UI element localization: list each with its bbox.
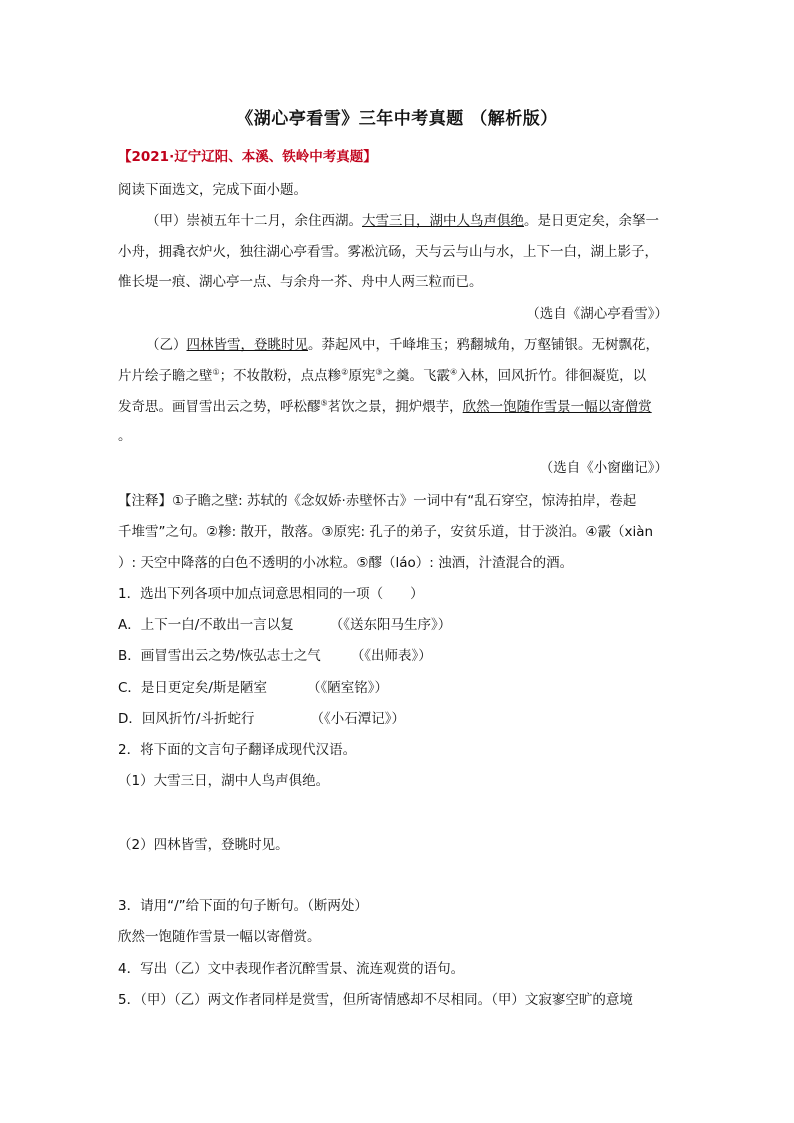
- passage-b-line-2: 片片绘子瞻之壁①；不妆散粉，点点糁②原宪③之羹。飞霰④入林，回风折竹。徘徊凝览，以: [118, 367, 647, 384]
- option-d: D．回风折竹/斗折蛇行 （《小石潭记》）: [118, 711, 405, 727]
- option-b: B．画冒雪出云之势/恢弘志士之气 （《出师表》）: [118, 648, 432, 664]
- passage-b-citation: （选自《小窗幽记》）: [539, 460, 668, 476]
- underlined-sentence-b: 四林皆雪，登眺时见: [186, 337, 308, 353]
- option-a: A．上下一白/不敢出一言以复 （《送东阳马生序》）: [118, 617, 452, 633]
- question-1-stem: 1．选出下列各项中加点词意思相同的一项（ ）: [118, 586, 424, 602]
- notes-line-2: 千堆雪”之句。②糁: 散开，散落。③原宪: 孔子的弟子，安贫乐道，甘于淡泊。④霰（xiàn: [118, 524, 654, 540]
- underlined-sentence-c: 欣然一饱随作雪景一幅以寄僧赏: [462, 399, 652, 415]
- passage-a-line-2: 小舟，拥毳衣炉火，独往湖心亭看雪。雾凇沆砀，天与云与山与水，上下一白，湖上影子，: [118, 244, 658, 260]
- passage-a-line-1: （甲）崇祯五年十二月，余住西湖。大雪三日，湖中人鸟声俱绝。是日更定矣，余拏一: [146, 213, 659, 229]
- page-title: 《湖心亭看雪》三年中考真题 （解析版）: [236, 109, 558, 129]
- question-2-sub-2: （2）四林皆雪，登眺时见。: [118, 837, 289, 853]
- passage-a-citation: （选自《湖心亭看雪》）: [526, 306, 668, 322]
- notes-line-3: ）: 天空中降落的白色不透明的小冰粒。⑤醪（láo）: 浊酒，汁渣混合的酒。: [118, 555, 574, 571]
- notes-line-1: 【注释】①子瞻之壁: 苏轼的《念奴娇·赤壁怀古》一词中有“乱石穿空，惊涛拍岸，卷起: [118, 493, 637, 509]
- passage-b-line-4: 。: [118, 428, 132, 444]
- question-4-stem: 4．写出（乙）文中表现作者沉醉雪景、流连观赏的语句。: [118, 961, 465, 977]
- passage-b-line-1: （乙）四林皆雪，登眺时见。莽起风中，千峰堆玉；鸦翻城角，万壑铺银。无树飘花，: [146, 337, 659, 353]
- question-3-sentence: 欣然一饱随作雪景一幅以寄僧赏。: [118, 929, 321, 945]
- question-5-stem: 5．（甲）（乙）两文作者同样是赏雪，但所寄情感却不尽相同。（甲）文寂寥空旷的意境: [118, 992, 633, 1008]
- exam-source-tag: 【2021·辽宁辽阳、本溪、铁岭中考真题】: [118, 149, 377, 165]
- passage-b-line-3: 发奇思。画冒雪出云之势，呼松醪⑤茗饮之景，拥炉煨芋，欣然一饱随作雪景一幅以寄僧赏: [118, 398, 652, 415]
- question-2-sub-1: （1）大雪三日，湖中人鸟声俱绝。: [118, 773, 330, 789]
- passage-a-line-3: 惟长堤一痕、湖心亭一点、与余舟一芥、舟中人两三粒而已。: [118, 274, 483, 290]
- question-3-stem: 3．请用“/”给下面的句子断句。（断两处）: [118, 898, 368, 914]
- option-c: C．是日更定矣/斯是陋室 （《陋室铭》）: [118, 680, 388, 696]
- question-2-stem: 2．将下面的文言句子翻译成现代汉语。: [118, 742, 357, 758]
- underlined-sentence-a: 大雪三日，湖中人鸟声俱绝: [362, 213, 524, 229]
- instruction-text: 阅读下面选文，完成下面小题。: [118, 182, 307, 198]
